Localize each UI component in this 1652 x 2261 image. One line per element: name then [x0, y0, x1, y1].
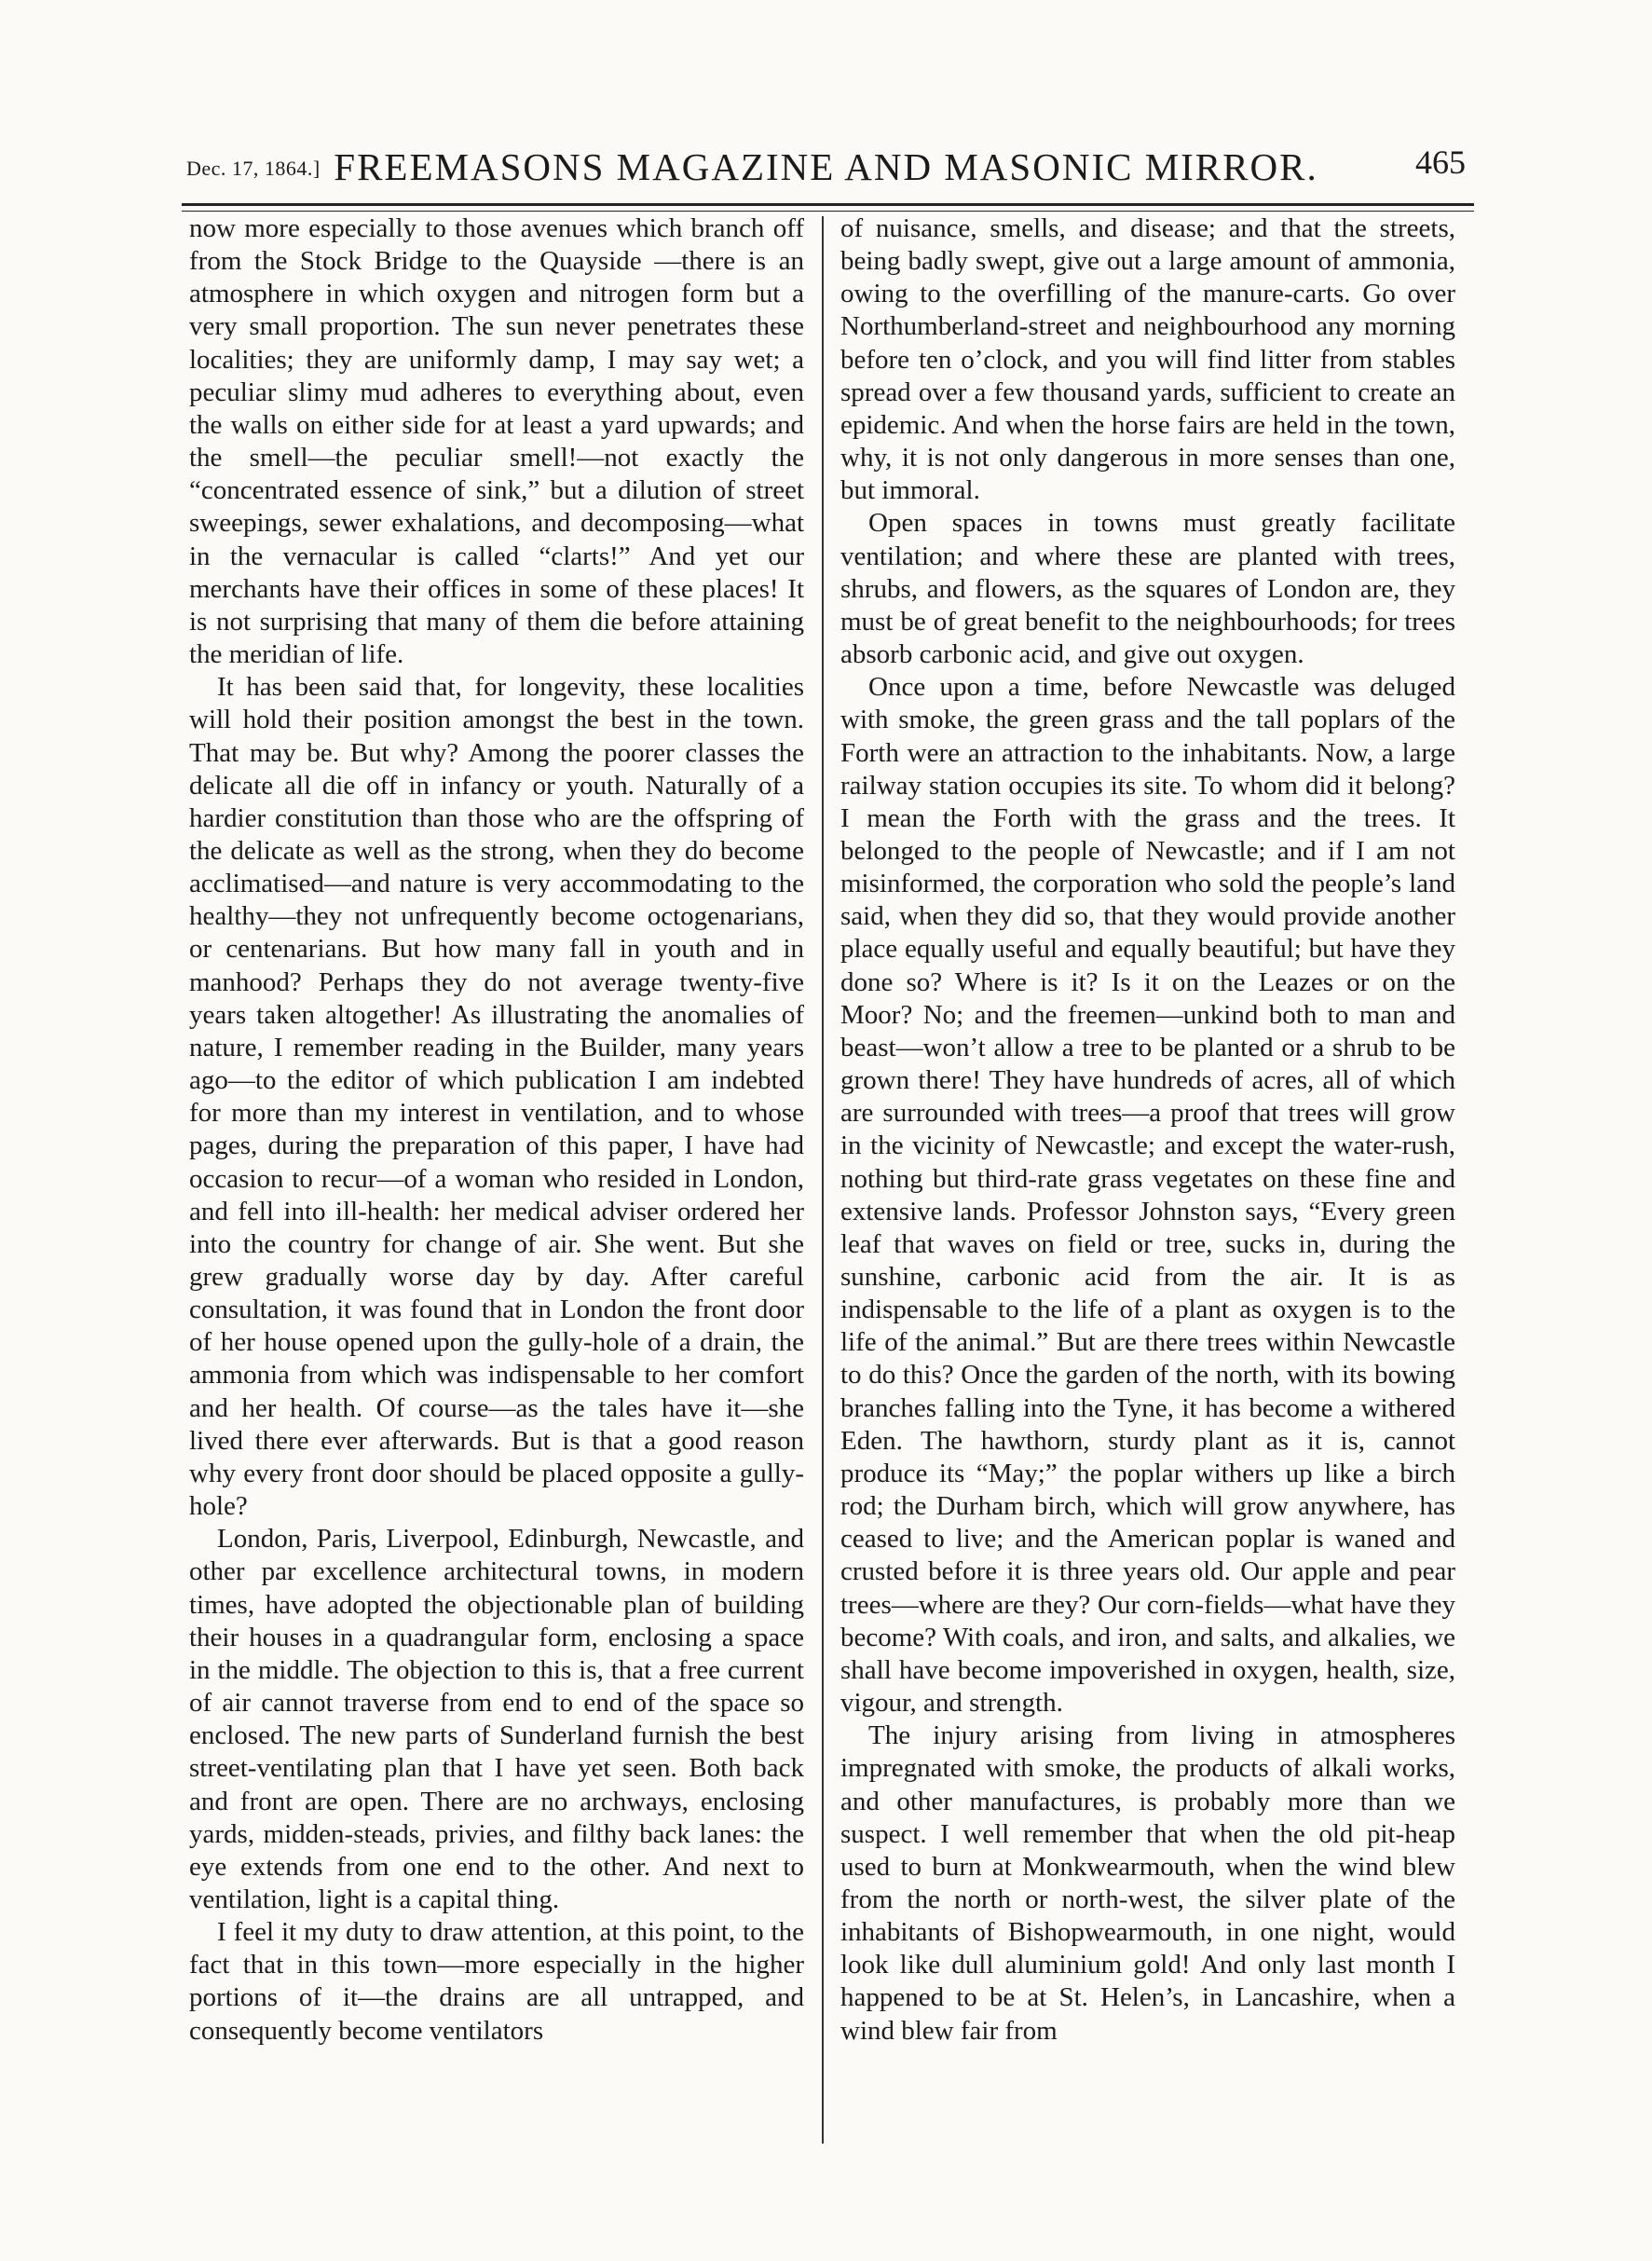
left-paragraph-1: now more especially to those avenues which branch off from the Stock Bridge to the Quayside —there is an atmosphere in which oxygen and nitrogen form but a very small proportion. The sun never penetrates these localities; they are uniformly damp, I may say wet; a peculiar slimy mud adheres to everything about, even the walls on either side for at least a yard upwards; and the smell—the peculiar smell!—not exactly the “concentrated essence of sink,” but a dilution of street sweepings, sewer exhalations, and decomposing—what in the vernacular is called “clarts!” And yet our merchants have their offices in some of these places! It is not surprising that many of them die before attaining the meridian of life. [189, 213, 804, 670]
magazine-title: FREEMASONS MAGAZINE AND MASONIC MIRROR. [334, 145, 1318, 188]
header-rule-thick [182, 203, 1474, 206]
right-paragraph-3: Once upon a time, before Newcastle was deluged with smoke, the green grass and the tall poplars of the Forth were an attraction to the inhabitants. Now, a large railway station occupies its site. To whom did it belong? I mean the Forth with the grass and the trees. It belonged to the people of Newcastle; and if I am not misinformed, the corporation who sold the people’s land said, when they did so, that they would provide another place equally useful and equally beautiful; but have they done so? Where is it? Is it on the Leazes or on the Moor? No; and the freemen—unkind both to man and beast—won’t allow a tree to be planted or a shrub to be grown there! They have hundreds of acres, all of which are surrounded with trees—a proof that trees will grow in the vicinity of Newcastle; and except the water-rush, nothing but third-rate grass vegetates on these fine and extensive lands. Professor Johnston says, “Every green leaf that waves on field or tree, sucks in, during the sunshine, carbonic acid from the air. It is as indispensable to the life of a plant as oxygen is to the life of the animal.” But are there trees within Newcastle to do this? Once the garden of the north, with its bowing branches falling into the Tyne, it has become a withered Eden. The hawthorn, sturdy plant as it is, cannot produce its “May;” the poplar withers up like a birch rod; the Durham birch, which will grow anywhere, has ceased to live; and the American poplar is waned and crusted before it is three years old. Our apple and pear trees—where are they? Our corn-fields—what have they become? With coals, and iron, and salts, and alkalies, we shall have become impoverished in oxygen, health, size, vigour, and strength. [840, 672, 1455, 1719]
right-column [840, 212, 1455, 2146]
right-paragraph-2: Open spaces in towns must greatly facilitate ventilation; and where these are planted with trees, shrubs, and flowers, as the squares of London are, they must be of great benefit to the neighbourhoods; for trees absorb carbonic acid, and give out oxygen. [840, 508, 1455, 670]
issue-date: Dec. 17, 1864.] [186, 157, 321, 180]
header-rule-thin [182, 211, 1474, 212]
left-paragraph-2: It has been said that, for longevity, these localities will hold their position amongst the best in the town. That may be. But why? Among the poorer classes the delicate all die off in infancy or youth. Naturally of a hardier constitution than those who are the offspring of the delicate as well as the strong, when they do become acclimatised—and nature is very accommodating to the healthy—they not unfrequently become octogenarians, or centenarians. But how many fall in youth and in manhood? Perhaps they do not average twenty-five years taken altogether! As illustrating the anomalies of nature, I remember reading in the Builder, many years ago—to the editor of which publication I am indebted for more than my interest in ventilation, and to whose pages, during the preparation of this paper, I have had occasion to recur—of a woman who resided in London, and fell into ill-health: her medical adviser ordered her into the country for change of air. She went. But she grew gradually worse day by day. After careful consultation, it was found that in London the front door of her house opened upon the gully-hole of a drain, the ammonia from which was indispensable to her comfort and her health. Of course—as the tales have it—she lived there ever afterwards. But is that a good reason why every front door should be placed opposite a gully-hole? [189, 672, 804, 1522]
right-paragraph-4: The injury arising from living in atmospheres impregnated with smoke, the products of alkali works, and other manufactures, is probably more than we suspect. I well remember that when the old pit-heap used to burn at Monkwearmouth, when the wind blew from the north or north-west, the silver plate of the inhabitants of Bishopwearmouth, in one night, would look like dull aluminium gold! And only last month I happened to be at St. Helen’s, in Lancashire, when a wind blew fair from [840, 1720, 1455, 2046]
page-header [186, 126, 1466, 188]
left-paragraph-4: I feel it my duty to draw attention, at this point, to the fact that in this town—more especially in the higher portions of it—the drains are all untrapped, and consequently become ventilators [189, 1917, 804, 2046]
left-paragraph-3: London, Paris, Liverpool, Edinburgh, Newcastle, and other par excellence architectural towns, in modern times, have adopted the objectionable plan of building their houses in a quadrangular form, enclosing a space in the middle. The objection to this is, that a free current of air cannot traverse from end to end of the space so enclosed. The new parts of Sunderland furnish the best street-ventilating plan that I have yet seen. Both back and front are open. There are no archways, enclosing yards, midden-steads, privies, and filthy back lanes: the eye extends from one end to the other. And next to ventilation, light is a capital thing. [189, 1524, 804, 1914]
right-paragraph-1: of nuisance, smells, and disease; and that the streets, being badly swept, give out a large amount of ammonia, owing to the overfilling of the manure-carts. Go over Northumberland-street and neighbourhood any morning before ten o’clock, and you will find litter from stables spread over a few thousand yards, sufficient to create an epidemic. And when the horse fairs are held in the town, why, it is not only dangerous in more senses than one, but immoral. [840, 213, 1455, 506]
page-number: 465 [1415, 144, 1466, 181]
left-column [189, 212, 804, 2146]
column-divider [822, 216, 824, 2144]
